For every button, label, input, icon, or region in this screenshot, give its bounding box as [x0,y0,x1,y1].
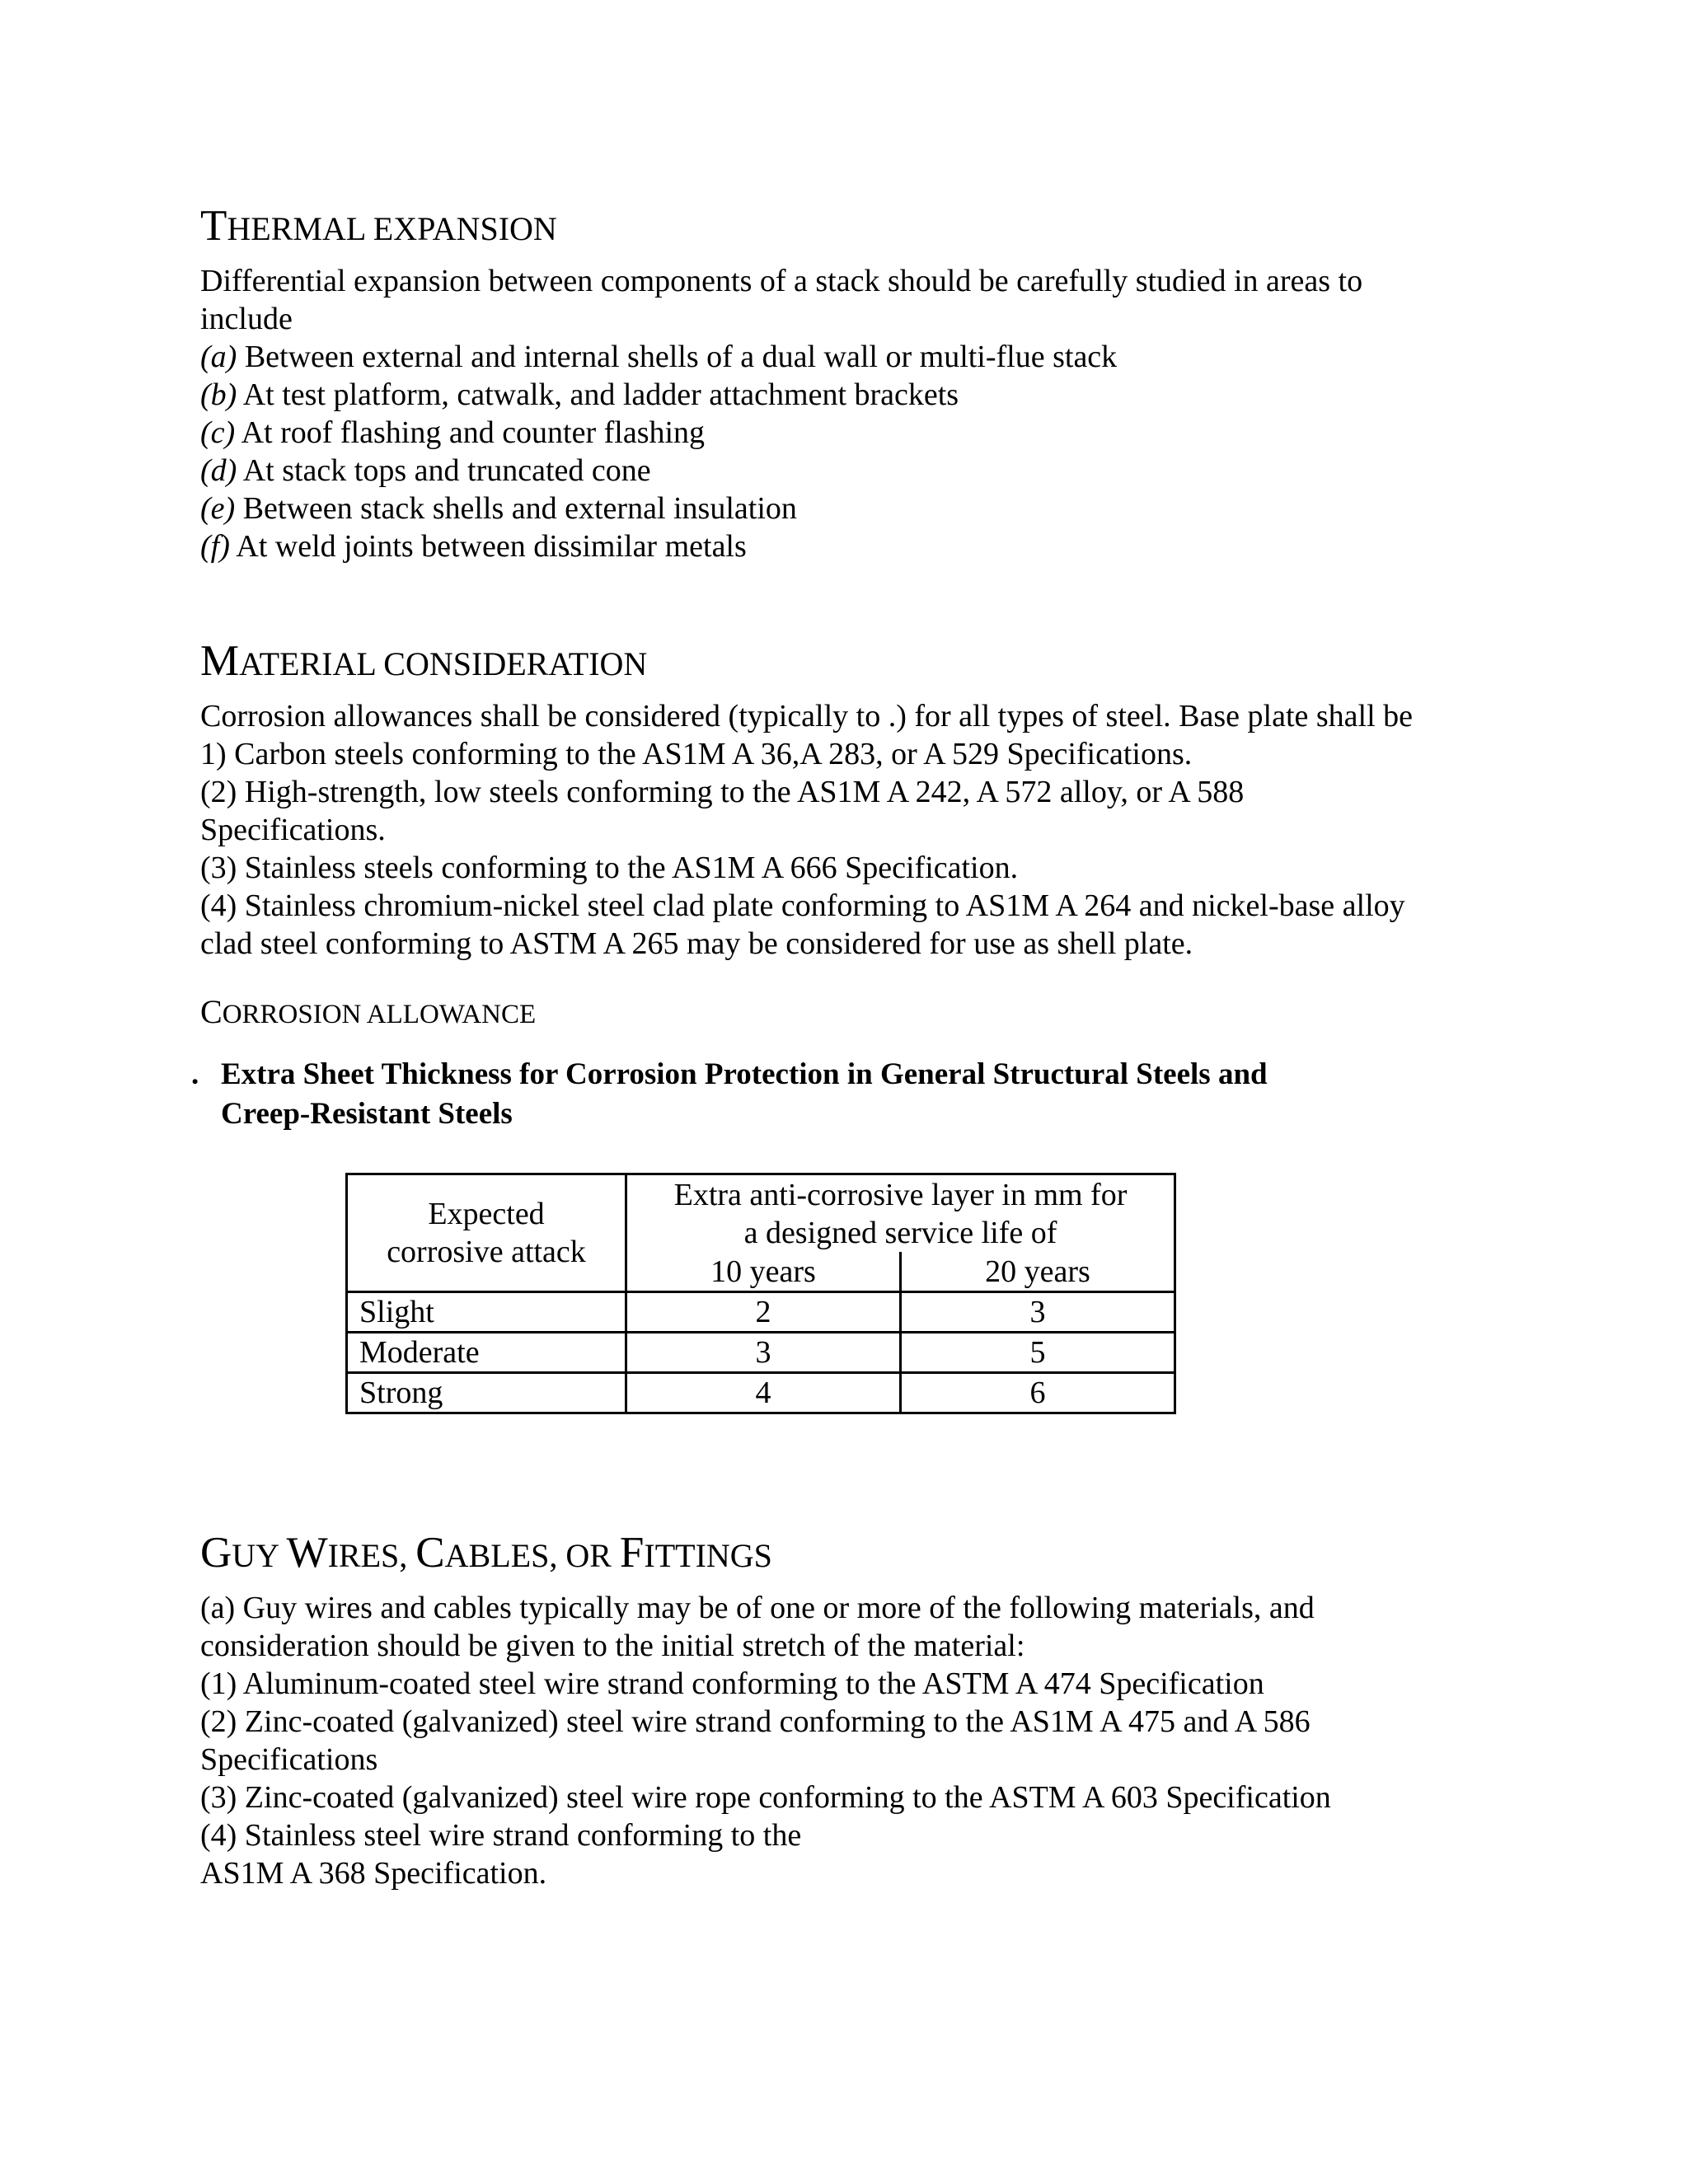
caption-line: Creep-Resistant Steels [221,1097,513,1131]
heading-initial: G [200,1529,232,1577]
cell-attack: Moderate [347,1333,626,1373]
list-marker: (a) [200,340,237,374]
thermal-intro-line: include [200,302,293,336]
cell-20-years: 5 [901,1333,1175,1373]
caption-line: Extra Sheet Thickness for Corrosion Protection in General Structural Steels and [221,1057,1268,1091]
heading-initial: C [415,1529,445,1577]
heading-rest: HERMAL EXPANSION [227,210,557,247]
heading-small: UY [232,1537,287,1574]
heading-small: IRES, [327,1537,416,1574]
header-extra-layer [626,1174,1175,1253]
guy-line: (4) Stainless steel wire strand conforming to the [200,1818,802,1853]
thermal-intro-line: Differential expansion between components of a stack should be carefully studied in areas to [200,264,1363,298]
cell-attack: Slight [347,1292,626,1333]
cell-20-years: 6 [901,1373,1175,1413]
list-marker: (e) [200,491,236,526]
header-text: a designed service life of [743,1215,1057,1250]
table-caption [191,1055,1428,1134]
guy-line: consideration should be given to the initial stretch of the material: [200,1629,1025,1663]
header-expected-attack [347,1174,626,1292]
guy-line: Specifications [200,1742,378,1777]
guy-line: AS1M A 368 Specification. [200,1856,547,1891]
cell-20-years: 3 [901,1292,1175,1333]
list-text: Between stack shells and external insulation [235,491,797,526]
material-line: 1) Carbon steels conforming to the AS1M A 36,A 283, or A 529 Specifications. [200,737,1193,771]
header-10-years: 10 years [626,1252,901,1291]
heading-initial: F [619,1529,645,1577]
heading-rest: ATERIAL CONSIDERATION [239,645,648,682]
guy-wires-body [200,1589,1503,1892]
guy-line: (1) Aluminum-coated steel wire strand conforming to the ASTM A 474 Specification [200,1666,1264,1701]
material-line: clad steel conforming to ASTM A 265 may be considered for use as shell plate. [200,926,1193,961]
heading-initial: M [200,637,240,685]
heading-small: ITTINGS [644,1537,772,1574]
caption-bullet: . [191,1057,199,1091]
cell-10-years: 2 [626,1292,901,1333]
thermal-list-item [200,414,1503,452]
material-line: (2) High-strength, low steels conforming to the AS1M A 242, A 572 alloy, or A 588 [200,775,1245,809]
table-row [347,1333,1175,1373]
corrosion-table [345,1173,1176,1414]
material-line: (3) Stainless steels conforming to the AS1M A 666 Specification. [200,851,1019,885]
cell-10-years: 3 [626,1333,901,1373]
guy-line: (a) Guy wires and cables typically may be of one or more of the following materials, and [200,1591,1315,1625]
thermal-list-item [200,338,1503,376]
heading-initial: C [200,993,223,1030]
list-text: At weld joints between dissimilar metals [229,529,747,564]
material-consideration-body [200,697,1536,963]
table-header-row [347,1174,1175,1253]
list-text: At stack tops and truncated cone [237,453,651,488]
list-marker: (d) [200,453,237,488]
material-line: Specifications. [200,813,386,847]
heading-initial: T [200,202,227,250]
thermal-list-item [200,527,1503,565]
heading-initial: W [286,1529,328,1577]
header-text: corrosive attack [387,1235,586,1269]
material-line: (4) Stainless chromium-nickel steel clad plate conforming to AS1M A 264 and nickel-base alloy [200,888,1405,923]
thermal-list-item [200,452,1503,490]
list-text: At roof flashing and counter flashing [235,415,706,450]
list-marker: (c) [200,415,236,450]
corrosion-allowance-heading [200,992,536,1034]
guy-line: (2) Zinc-coated (galvanized) steel wire strand conforming to the AS1M A 475 and A 586 [200,1704,1311,1739]
guy-line: (3) Zinc-coated (galvanized) steel wire rope conforming to the ASTM A 603 Specification [200,1780,1331,1815]
thermal-list-item [200,376,1503,414]
heading-small: ABLES, OR [444,1537,620,1574]
cell-10-years: 4 [626,1373,901,1413]
list-text: Between external and internal shells of a dual wall or multi-flue stack [237,340,1118,374]
list-marker: (b) [200,377,237,412]
thermal-list-item [200,490,1503,527]
table-row [347,1292,1175,1333]
header-text: Extra anti-corrosive layer in mm for [673,1177,1128,1212]
list-marker: (f) [200,529,230,564]
material-line: Corrosion allowances shall be considered (typically to .) for all types of steel. Base plate shall be [200,699,1414,733]
header-text: Expected [428,1197,545,1231]
cell-attack: Strong [347,1373,626,1413]
thermal-expansion-heading [200,199,557,255]
heading-rest: ORROSION ALLOWANCE [222,1000,537,1029]
list-text: At test platform, catwalk, and ladder attachment brackets [237,377,959,412]
header-20-years: 20 years [901,1252,1175,1291]
guy-wires-heading [200,1526,772,1582]
material-consideration-heading [200,635,647,691]
thermal-expansion-body [200,262,1503,565]
table-row [347,1373,1175,1413]
